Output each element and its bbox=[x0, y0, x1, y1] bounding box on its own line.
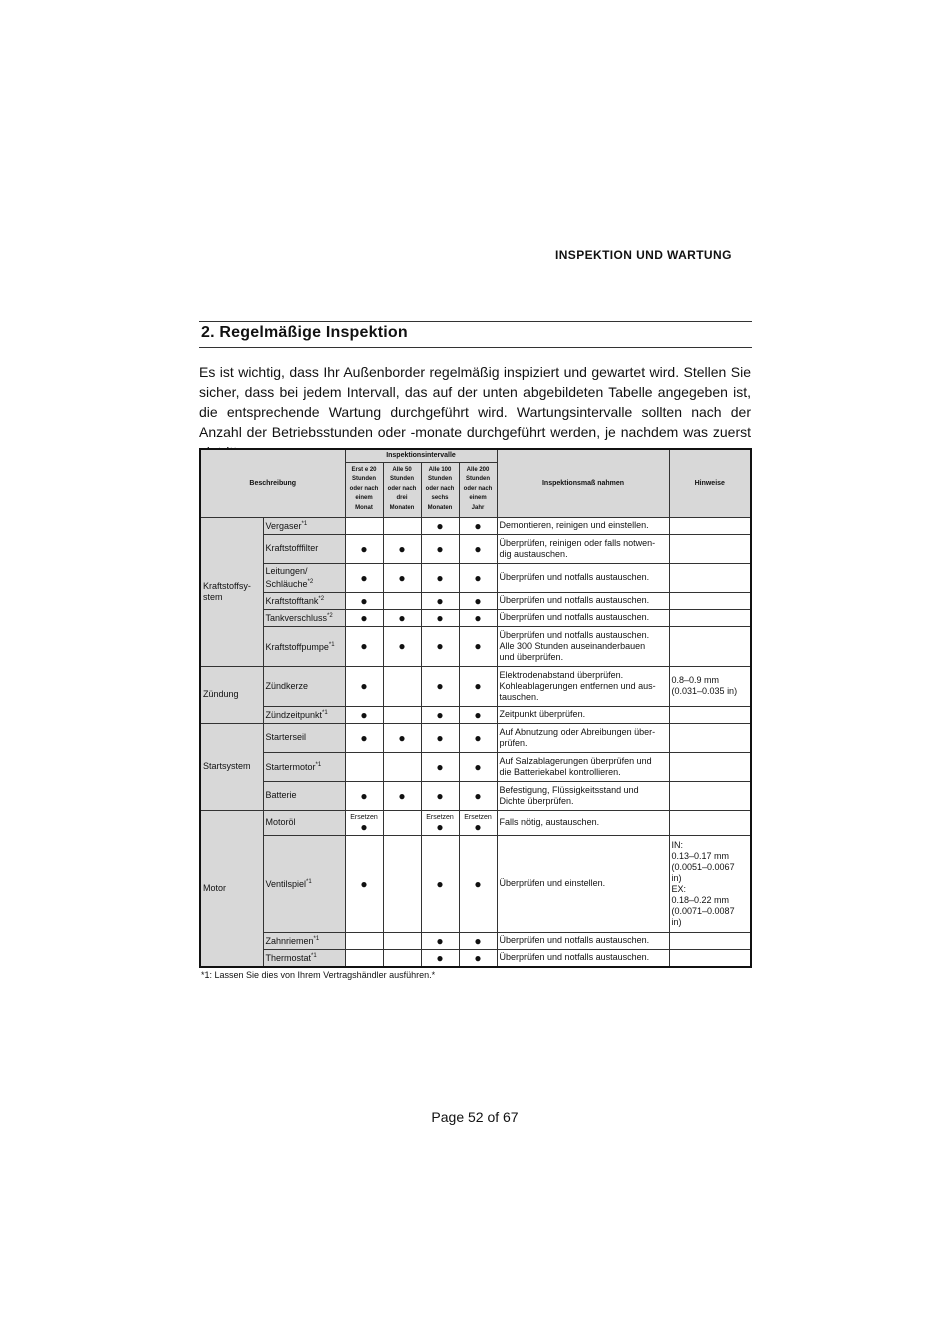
bullet-icon: ● bbox=[383, 534, 421, 563]
empty-interval-cell bbox=[383, 949, 421, 967]
interval-line: Jahr bbox=[471, 504, 485, 511]
bullet-icon: ● bbox=[421, 949, 459, 967]
replace-mark-cell bbox=[459, 810, 497, 835]
empty-interval-cell bbox=[345, 752, 383, 781]
bullet-icon: ● bbox=[459, 592, 497, 609]
measure-cell: Überprüfen und notfalls austauschen. bbox=[497, 563, 669, 592]
item-cell: Zahnriemen$^{*1}$ bbox=[263, 932, 345, 949]
interval-line: oder nach bbox=[425, 485, 455, 492]
empty-interval-cell bbox=[383, 752, 421, 781]
empty-interval-cell bbox=[345, 949, 383, 967]
measure-cell: Befestigung, Flüssigkeitsstand und Dichte überprüfen. bbox=[497, 781, 669, 810]
bullet-icon: ● bbox=[459, 949, 497, 967]
bullet-icon: ● bbox=[383, 723, 421, 752]
inspection-table bbox=[199, 448, 752, 968]
bullet-icon: ● bbox=[345, 626, 383, 666]
interval-line: drei bbox=[396, 495, 408, 502]
running-header: INSPEKTION UND WARTUNG bbox=[555, 248, 732, 262]
category-cell: Startsystem bbox=[200, 723, 263, 810]
bullet-icon: ● bbox=[421, 666, 459, 706]
measure-cell: Falls nötig, austauschen. bbox=[497, 810, 669, 835]
header-notes: Hinweise bbox=[669, 449, 751, 517]
bullet-icon: ● bbox=[421, 723, 459, 752]
measure-cell: Demontieren, reinigen und einstellen. bbox=[497, 517, 669, 534]
category-cell: Motor bbox=[200, 810, 263, 967]
interval-line: Alle 50 bbox=[392, 466, 412, 473]
item-cell: Startermotor$^{*1}$ bbox=[263, 752, 345, 781]
header-description: Beschreibung bbox=[200, 449, 345, 517]
header-interval-4 bbox=[459, 462, 497, 517]
bullet-icon: ● bbox=[459, 835, 497, 932]
table-row bbox=[200, 723, 751, 752]
empty-interval-cell bbox=[345, 517, 383, 534]
bullet-icon: ● bbox=[459, 626, 497, 666]
empty-interval-cell bbox=[383, 706, 421, 723]
bullet-icon: ● bbox=[345, 563, 383, 592]
item-cell: Thermostat$^{*1}$ bbox=[263, 949, 345, 967]
bullet-icon: ● bbox=[421, 563, 459, 592]
footnote-marker: *1 bbox=[306, 879, 312, 885]
category-cell: Zündung bbox=[200, 666, 263, 723]
empty-interval-cell bbox=[383, 810, 421, 835]
footnote-marker: *2 bbox=[318, 596, 325, 602]
footnote-marker: *1 bbox=[301, 521, 308, 527]
interval-line: Stunden bbox=[352, 476, 376, 483]
interval-line: Monaten bbox=[389, 504, 415, 511]
measure-cell: Zeitpunkt überprüfen. bbox=[497, 706, 669, 723]
measure-cell: Überprüfen und notfalls austauschen. bbox=[497, 949, 669, 967]
title-rule-top bbox=[199, 321, 752, 322]
bullet-icon: ● bbox=[383, 563, 421, 592]
note-cell bbox=[669, 723, 751, 752]
table-row bbox=[200, 563, 751, 592]
note-cell bbox=[669, 781, 751, 810]
note-cell bbox=[669, 517, 751, 534]
bullet-icon: ● bbox=[383, 609, 421, 626]
item-cell: Motoröl bbox=[263, 810, 345, 835]
bullet-icon: ● bbox=[345, 666, 383, 706]
table-row bbox=[200, 706, 751, 723]
bullet-icon: ● bbox=[459, 752, 497, 781]
table-row bbox=[200, 609, 751, 626]
table-row bbox=[200, 517, 751, 534]
table-row bbox=[200, 592, 751, 609]
table-row bbox=[200, 835, 751, 932]
interval-line: einem bbox=[469, 495, 487, 502]
replace-mark-cell bbox=[421, 810, 459, 835]
table-row bbox=[200, 534, 751, 563]
interval-line: Monat bbox=[355, 504, 373, 511]
bullet-icon: ● bbox=[421, 706, 459, 723]
footnote-marker: *1 bbox=[315, 762, 322, 768]
note-cell bbox=[669, 592, 751, 609]
footnote-marker: *2 bbox=[327, 613, 333, 619]
footnote: *1: Lassen Sie dies von Ihrem Vertragshändler ausführen.* bbox=[201, 970, 436, 980]
measure-cell: Überprüfen und notfalls austauschen. bbox=[497, 592, 669, 609]
interval-line: oder nach bbox=[349, 485, 379, 492]
item-cell: Zündzeitpunkt$^{*1}$ bbox=[263, 706, 345, 723]
bullet-icon: ● bbox=[421, 781, 459, 810]
interval-line: oder nach bbox=[387, 485, 417, 492]
replace-label: Ersetzen bbox=[350, 813, 378, 821]
item-cell: Leitungen/ Schläuche$^{*2}$ bbox=[263, 563, 345, 592]
measure-cell: Überprüfen und notfalls austauschen. bbox=[497, 609, 669, 626]
bullet-icon: ● bbox=[345, 609, 383, 626]
item-cell: Zündkerze bbox=[263, 666, 345, 706]
note-cell bbox=[669, 609, 751, 626]
table-row bbox=[200, 666, 751, 706]
header-interval-2 bbox=[383, 462, 421, 517]
title-rule-bottom bbox=[199, 347, 752, 348]
measure-cell: Auf Abnutzung oder Abreibungen über- prüfen. bbox=[497, 723, 669, 752]
bullet-icon: ● bbox=[474, 819, 482, 834]
page-number: Page 52 of 67 bbox=[431, 1109, 519, 1125]
bullet-icon: ● bbox=[421, 752, 459, 781]
bullet-icon: ● bbox=[436, 819, 444, 834]
item-cell: Tankverschluss$^{*2}$ bbox=[263, 609, 345, 626]
note-cell bbox=[669, 563, 751, 592]
note-cell bbox=[669, 810, 751, 835]
empty-interval-cell bbox=[383, 517, 421, 534]
interval-line: Stunden bbox=[466, 476, 490, 483]
bullet-icon: ● bbox=[345, 706, 383, 723]
bullet-icon: ● bbox=[421, 592, 459, 609]
header-measures: Inspektionsmaß nahmen bbox=[497, 449, 669, 517]
bullet-icon: ● bbox=[421, 835, 459, 932]
interval-line: Erst e 20 bbox=[351, 466, 377, 473]
measure-cell: Elektrodenabstand überprüfen. Kohleablagerungen entfernen und aus- tauschen. bbox=[497, 666, 669, 706]
table-row bbox=[200, 810, 751, 835]
bullet-icon: ● bbox=[421, 609, 459, 626]
item-cell: Starterseil bbox=[263, 723, 345, 752]
replace-label: Ersetzen bbox=[464, 813, 492, 821]
interval-line: Stunden bbox=[428, 476, 452, 483]
bullet-icon: ● bbox=[459, 781, 497, 810]
category-cell: Kraftstoffsy- stem bbox=[200, 517, 263, 666]
note-cell: IN: 0.13–0.17 mm (0.0051–0.0067 in) EX: 0.18–0.22 mm (0.0071–0.0087 in) bbox=[669, 835, 751, 932]
interval-line: Stunden bbox=[390, 476, 414, 483]
bullet-icon: ● bbox=[459, 666, 497, 706]
footnote-marker: *1 bbox=[313, 936, 320, 942]
footnote-marker: *1 bbox=[322, 710, 328, 716]
note-cell bbox=[669, 752, 751, 781]
table-row bbox=[200, 949, 751, 967]
empty-interval-cell bbox=[383, 666, 421, 706]
table-row bbox=[200, 781, 751, 810]
interval-line: oder nach bbox=[463, 485, 493, 492]
footnote-marker: *1 bbox=[311, 953, 317, 960]
bullet-icon: ● bbox=[383, 781, 421, 810]
bullet-icon: ● bbox=[459, 517, 497, 534]
measure-cell: Überprüfen und notfalls austauschen. bbox=[497, 932, 669, 949]
bullet-icon: ● bbox=[345, 723, 383, 752]
bullet-icon: ● bbox=[383, 626, 421, 666]
item-cell: Batterie bbox=[263, 781, 345, 810]
note-cell bbox=[669, 932, 751, 949]
bullet-icon: ● bbox=[421, 517, 459, 534]
item-cell: Vergaser$^{*1}$ bbox=[263, 517, 345, 534]
section-title: 2. Regelmäßige Inspektion bbox=[201, 324, 408, 341]
note-cell: 0.8–0.9 mm (0.031–0.035 in) bbox=[669, 666, 751, 706]
interval-line: Monaten bbox=[427, 504, 453, 511]
footnote-marker: *1 bbox=[328, 641, 335, 648]
note-cell bbox=[669, 626, 751, 666]
item-cell: Kraftstofffilter bbox=[263, 534, 345, 563]
replace-mark-cell bbox=[345, 810, 383, 835]
bullet-icon: ● bbox=[421, 932, 459, 949]
empty-interval-cell bbox=[383, 592, 421, 609]
header-intervals: Inspektionsintervalle bbox=[345, 449, 497, 462]
header-interval-1 bbox=[345, 462, 383, 517]
bullet-icon: ● bbox=[459, 534, 497, 563]
header-interval-3 bbox=[421, 462, 459, 517]
table-row bbox=[200, 932, 751, 949]
interval-line: Alle 200 bbox=[466, 466, 490, 473]
interval-line: einem bbox=[355, 495, 373, 502]
bullet-icon: ● bbox=[459, 932, 497, 949]
intro-paragraph: Es ist wichtig, dass Ihr Außenborder regelmäßig inspiziert und gewartet wird. Stellen Sie sicher, dass bei jedem Intervall, das auf der unten abgebildeten Tabelle angegeben ist, die entsprechende Wartung durchgeführt wird. Wartungsintervalle sollten nach der Anzahl der Betriebsstunden oder -monate durchgeführt werden, je nachdem was zuerst bbox=[199, 364, 751, 440]
table-row bbox=[200, 752, 751, 781]
bullet-icon: ● bbox=[459, 563, 497, 592]
empty-interval-cell bbox=[383, 932, 421, 949]
replace-label: Ersetzen bbox=[426, 813, 454, 821]
footnote-marker: *2 bbox=[307, 578, 314, 585]
measure-cell: Überprüfen und notfalls austauschen. Alle 300 Stunden auseinanderbauen und überprüfen. bbox=[497, 626, 669, 666]
interval-line: Alle 100 bbox=[428, 466, 452, 473]
bullet-icon: ● bbox=[345, 534, 383, 563]
table-row bbox=[200, 626, 751, 666]
interval-line: sechs bbox=[431, 495, 449, 502]
empty-interval-cell bbox=[345, 932, 383, 949]
note-cell bbox=[669, 534, 751, 563]
item-cell: Kraftstoffpumpe$^{*1}$ bbox=[263, 626, 345, 666]
bullet-icon: ● bbox=[459, 706, 497, 723]
item-cell: Kraftstofftank$^{*2}$ bbox=[263, 592, 345, 609]
bullet-icon: ● bbox=[421, 626, 459, 666]
bullet-icon: ● bbox=[360, 819, 368, 834]
measure-cell: Auf Salzablagerungen überprüfen und die Batteriekabel kontrollieren. bbox=[497, 752, 669, 781]
bullet-icon: ● bbox=[345, 781, 383, 810]
bullet-icon: ● bbox=[421, 534, 459, 563]
bullet-icon: ● bbox=[345, 592, 383, 609]
bullet-icon: ● bbox=[459, 723, 497, 752]
bullet-icon: ● bbox=[459, 609, 497, 626]
measure-cell: Überprüfen, reinigen oder falls notwen- dig austauschen. bbox=[497, 534, 669, 563]
empty-interval-cell bbox=[383, 835, 421, 932]
measure-cell: Überprüfen und einstellen. bbox=[497, 835, 669, 932]
item-cell: Ventilspiel$^{*1}$ bbox=[263, 835, 345, 932]
note-cell bbox=[669, 949, 751, 967]
bullet-icon: ● bbox=[345, 835, 383, 932]
note-cell bbox=[669, 706, 751, 723]
